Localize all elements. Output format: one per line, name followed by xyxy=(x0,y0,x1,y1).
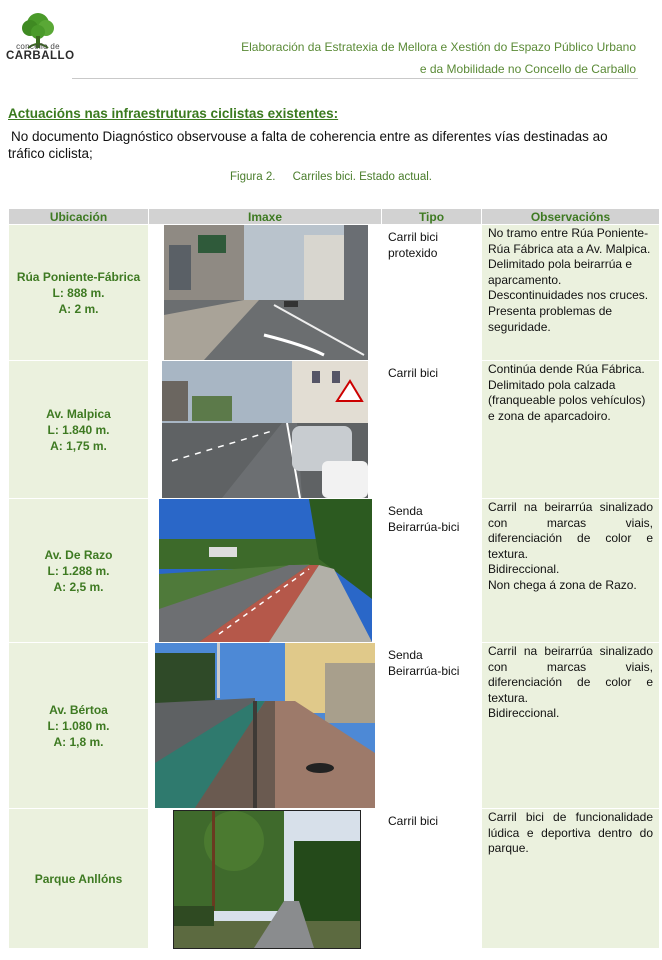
bike-lanes-table xyxy=(8,208,660,949)
location-cell xyxy=(9,361,149,499)
figure-title: Carriles bici. Estado actual. xyxy=(292,171,432,183)
intro-paragraph: No documento Diagnóstico observouse a falta de coherencia entre as diferentes vías destinadas ao tráfico ciclista; xyxy=(8,129,608,161)
image-cell xyxy=(149,643,382,809)
observations-cell xyxy=(482,643,660,809)
observation-line: Carril na beirarrúa sinalizado con marcas viais, diferenciación de color e textura. xyxy=(488,500,653,561)
photo-parque-anllons xyxy=(173,810,361,949)
location-name: Av. Bértoa xyxy=(49,702,108,717)
image-cell xyxy=(149,499,382,643)
section-title: Actuacións nas infraestruturas ciclistas existentes: xyxy=(8,106,339,121)
location-width: A: 1,8 m. xyxy=(53,734,104,749)
location-cell xyxy=(9,499,149,643)
location-length: L: 888 m. xyxy=(52,285,105,300)
table-row xyxy=(9,361,660,499)
image-cell xyxy=(149,225,382,361)
observation-line: Descontinuidades nos cruces. xyxy=(488,288,649,303)
observations-cell xyxy=(482,809,660,949)
location-length: L: 1.080 m. xyxy=(47,718,110,733)
location-length: L: 1.840 m. xyxy=(47,422,110,437)
location-width: A: 2 m. xyxy=(58,301,99,316)
photo-av-de-razo xyxy=(159,499,372,642)
location-name: Rúa Poniente-Fábrica xyxy=(16,269,141,284)
observation-line: Bidireccional. xyxy=(488,562,560,577)
header-title-line1: Elaboración da Estratexia de Mellora e Xestión do Espazo Público Urbano xyxy=(241,40,636,54)
observation-line: Bidireccional. xyxy=(488,706,560,721)
observation-line: Delimitado pola calzada (franqueable polos vehículos) e zona de aparcadoiro. xyxy=(488,377,646,423)
location-name: Av. Malpica xyxy=(46,406,111,421)
header-divider xyxy=(72,78,638,79)
observation-line: Carril na beirarrúa sinalizado con marcas viais, diferenciación de color e textura. xyxy=(488,644,653,705)
photo-av-malpica xyxy=(162,361,368,498)
table-row xyxy=(9,499,660,643)
observations-cell xyxy=(482,361,660,499)
location-name: Parque Anllóns xyxy=(34,871,123,886)
type-cell: Senda Beirarrúa-bici xyxy=(382,643,482,809)
location-cell xyxy=(9,809,149,949)
header-imaxe: Imaxe xyxy=(149,209,382,225)
concello-logo xyxy=(6,10,75,72)
photo-rua-poniente xyxy=(164,225,368,360)
table-row xyxy=(9,225,660,361)
location-width: A: 1,75 m. xyxy=(50,438,107,453)
observation-line: No tramo entre Rúa Poniente-Rúa Fábrica ata a Av. Malpica. xyxy=(488,226,651,256)
photo-av-bertoa xyxy=(155,643,375,808)
logo-line1: concello de xyxy=(16,42,60,51)
location-cell xyxy=(9,225,149,361)
observations-cell xyxy=(482,225,660,361)
table-header-row xyxy=(9,209,660,225)
location-cell xyxy=(9,643,149,809)
image-cell xyxy=(149,361,382,499)
observation-line: Continúa dende Rúa Fábrica. xyxy=(488,362,645,376)
table-row xyxy=(9,643,660,809)
type-cell: Senda Beirarrúa-bici xyxy=(382,499,482,643)
type-cell: Carril bici xyxy=(382,809,482,949)
observation-line: Carril bici de funcionalidade lúdica e deportiva dentro do parque. xyxy=(488,810,653,856)
header-title-line2: e da Mobilidade no Concello de Carballo xyxy=(419,62,636,76)
logo-line2: CARBALLO xyxy=(6,50,75,62)
table-row xyxy=(9,809,660,949)
type-cell: Carril bici xyxy=(382,361,482,499)
image-cell xyxy=(149,809,382,949)
observation-line: Presenta problemas de seguridade. xyxy=(488,303,613,334)
figure-number: Figura 2. xyxy=(230,171,276,183)
figure-caption xyxy=(0,171,662,183)
location-width: A: 2,5 m. xyxy=(53,579,104,594)
header-tipo: Tipo xyxy=(382,209,482,225)
type-cell: Carril bici protexido xyxy=(382,225,482,361)
location-length: L: 1.288 m. xyxy=(47,563,110,578)
location-name: Av. De Razo xyxy=(44,547,113,562)
header-ubicacion: Ubicación xyxy=(9,209,149,225)
header-observacions: Observacións xyxy=(482,209,660,225)
observations-cell xyxy=(482,499,660,643)
observation-line: Delimitado pola beirarrúa e aparcamento. xyxy=(488,257,633,287)
observation-line: Non chega á zona de Razo. xyxy=(488,577,637,592)
